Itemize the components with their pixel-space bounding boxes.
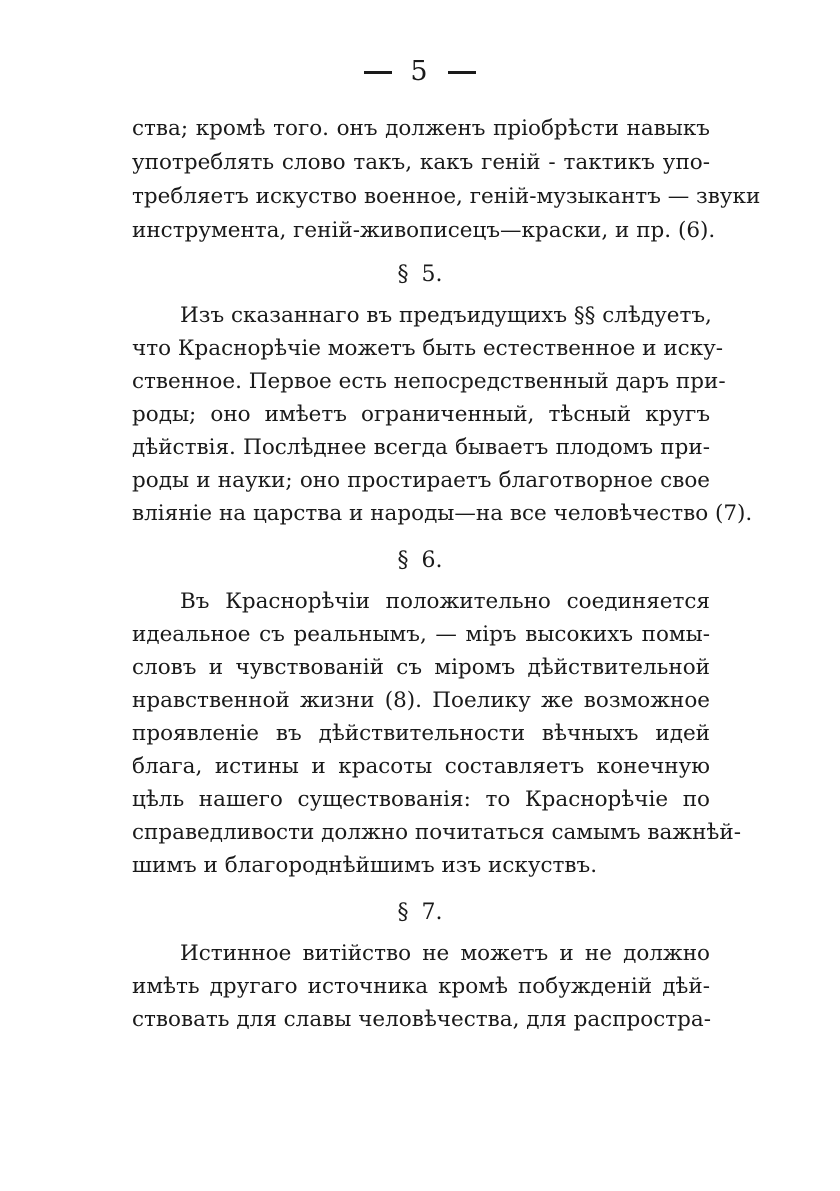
section-heading-6: § 6. <box>397 548 443 573</box>
text-line: ствовать для славы человѣчества, для распростра- <box>132 1007 712 1032</box>
text-line: нравственной жизни (8). Поелику же возможное <box>132 688 710 713</box>
text-line: идеальное съ реальнымъ, — міръ высокихъ помы- <box>132 622 710 647</box>
text-line: дѣйствія. Послѣднее всегда бываетъ плодомъ при- <box>132 435 710 460</box>
text-line: роды; оно имѣетъ ограниченный, тѣсный кругъ <box>132 402 710 427</box>
text-line: ственное. Первое есть непосредственный даръ при- <box>132 369 726 394</box>
text-line: блага, истины и красоты составляетъ конечную <box>132 754 710 779</box>
text-line: требляетъ искуство военное, геній-музыкантъ — звуки <box>132 184 761 209</box>
text-line: Изъ сказаннаго въ предъидущихъ §§ слѣдуетъ, <box>180 303 712 328</box>
text-line: справедливости должно почитаться самымъ важнѣй- <box>132 820 741 845</box>
header-dash-right <box>448 71 476 74</box>
text-line: что Краснорѣчіе можетъ быть естественное и иску- <box>132 336 724 361</box>
text-line: цѣль нашего существованія: то Краснорѣчіе по <box>132 787 710 812</box>
text-line: словъ и чувствованій съ міромъ дѣйствительной <box>132 655 710 680</box>
text-line: Въ Краснорѣчіи положительно соединяется <box>180 589 710 614</box>
text-line: инструмента, геній-живописецъ—краски, и пр. (6). <box>132 218 716 243</box>
section-heading-5: § 5. <box>397 262 443 287</box>
text-line: употреблять слово такъ, какъ геній - тактикъ упо- <box>132 150 710 175</box>
header-dash-left <box>364 71 392 74</box>
text-line: роды и науки; оно простираетъ благотворное свое <box>132 468 710 493</box>
text-line: Истинное витійство не можетъ и не должно <box>180 941 710 966</box>
page-number: 5 <box>410 56 430 87</box>
text-line: имѣть другаго источника кромѣ побужденій дѣй- <box>132 974 710 999</box>
text-line: шимъ и благороднѣйшимъ изъ искуствъ. <box>132 853 598 878</box>
page-header <box>0 56 840 87</box>
text-line: проявленіе въ дѣйствительности вѣчныхъ идей <box>132 721 710 746</box>
section-heading-7: § 7. <box>397 900 443 925</box>
text-line: вліяніе на царства и народы—на все человѣчество (7). <box>132 501 753 526</box>
text-line: ства; кромѣ того. онъ долженъ пріобрѣсти навыкъ <box>132 116 710 141</box>
